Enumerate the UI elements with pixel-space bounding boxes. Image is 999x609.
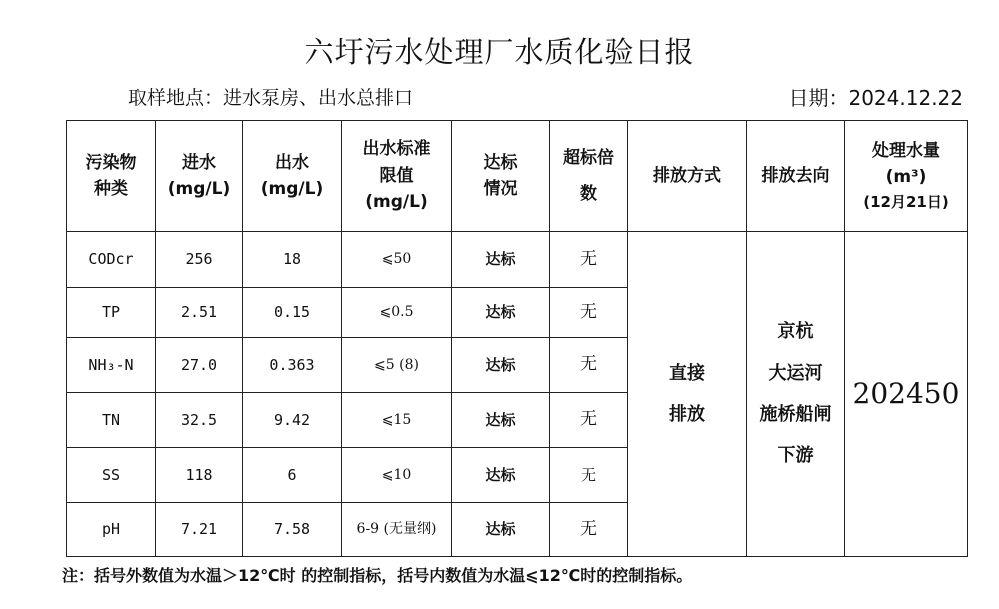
pollutant-cell: TN — [67, 393, 156, 448]
water-quality-table — [66, 120, 968, 557]
outflow-cell: 0.363 — [243, 338, 342, 393]
outflow-cell: 7.58 — [243, 503, 342, 557]
header-discharge-method: 排放方式 — [628, 121, 747, 232]
discharge-destination-cell: 京杭 大运河 施桥船闸 下游 — [747, 232, 845, 557]
header-limit: 出水标准 限值 (mg/L) — [342, 121, 452, 232]
compliance-cell: 达标 — [452, 232, 550, 288]
pollutant-cell: TP — [67, 288, 156, 338]
outflow-cell: 0.15 — [243, 288, 342, 338]
header-inflow: 进水 (mg/L) — [156, 121, 243, 232]
pollutant-cell: NH₃-N — [67, 338, 156, 393]
limit-cell: ⩽10 — [342, 448, 452, 503]
outflow-cell: 9.42 — [243, 393, 342, 448]
pollutant-cell: CODcr — [67, 232, 156, 288]
header-row — [67, 121, 968, 232]
inflow-cell: 32.5 — [156, 393, 243, 448]
compliance-cell: 达标 — [452, 448, 550, 503]
report-date: 日期：2024.12.22 — [788, 86, 963, 110]
inflow-cell: 27.0 — [156, 338, 243, 393]
limit-cell: ⩽5 (8) — [342, 338, 452, 393]
inflow-cell: 118 — [156, 448, 243, 503]
inflow-cell: 2.51 — [156, 288, 243, 338]
compliance-cell: 达标 — [452, 288, 550, 338]
limit-cell: 6-9 (无量纲) — [342, 503, 452, 557]
header-pollutant: 污染物 种类 — [67, 121, 156, 232]
exceed-cell: 无 — [550, 232, 628, 288]
compliance-cell: 达标 — [452, 393, 550, 448]
treated-volume-cell: 202450 — [845, 232, 968, 557]
exceed-cell: 无 — [550, 448, 628, 503]
inflow-cell: 7.21 — [156, 503, 243, 557]
limit-cell: ⩽15 — [342, 393, 452, 448]
exceed-cell: 无 — [550, 503, 628, 557]
header-outflow: 出水 (mg/L) — [243, 121, 342, 232]
limit-cell: ⩽0.5 — [342, 288, 452, 338]
exceed-cell: 无 — [550, 288, 628, 338]
pollutant-cell: SS — [67, 448, 156, 503]
outflow-cell: 6 — [243, 448, 342, 503]
outflow-cell: 18 — [243, 232, 342, 288]
pollutant-cell: pH — [67, 503, 156, 557]
header-exceed: 超标倍 数 — [550, 121, 628, 232]
discharge-method-cell: 直接 排放 — [628, 232, 747, 557]
compliance-cell: 达标 — [452, 338, 550, 393]
footnote: 注：括号外数值为水温＞12℃时 的控制指标，括号内数值为水温⩽12℃时的控制指标。 — [62, 566, 693, 585]
header-discharge-destination: 排放去向 — [747, 121, 845, 232]
exceed-cell: 无 — [550, 393, 628, 448]
compliance-cell: 达标 — [452, 503, 550, 557]
table-row — [67, 232, 968, 288]
report-title: 六圩污水处理厂水质化验日报 — [304, 35, 695, 69]
header-volume: 处理水量 (m³) (12月21日) — [845, 121, 968, 232]
exceed-cell: 无 — [550, 338, 628, 393]
inflow-cell: 256 — [156, 232, 243, 288]
header-compliance: 达标 情况 — [452, 121, 550, 232]
limit-cell: ⩽50 — [342, 232, 452, 288]
sampling-location: 取样地点：进水泵房、出水总排口 — [128, 87, 414, 109]
